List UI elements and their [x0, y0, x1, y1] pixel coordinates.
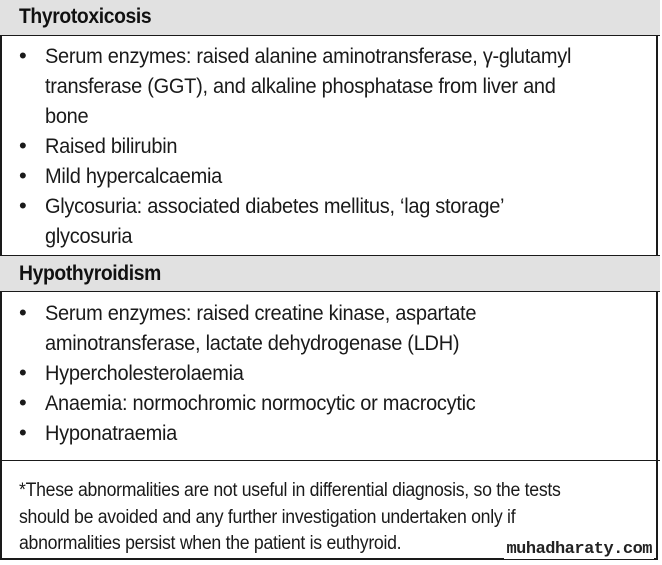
list-item-text	[45, 191, 640, 251]
section-title: Hypothyroidism	[19, 262, 161, 285]
bullet-icon: •	[19, 193, 27, 218]
list-item-text-line: Serum enzymes: raised alanine aminotransferase, γ-glutamyl	[45, 44, 572, 68]
list-item	[0, 161, 640, 191]
list-item	[0, 41, 640, 131]
list-item-text-line: Serum enzymes: raised creatine kinase, aspartate	[45, 301, 477, 325]
list-item-text: Anaemia: normochromic normocytic or macrocytic	[45, 391, 476, 415]
list-item	[0, 418, 640, 448]
list-item-text	[45, 298, 640, 358]
list-item	[0, 191, 640, 251]
list-item-text-line: Glycosuria: associated diabetes mellitus, ‘lag storage’	[45, 194, 505, 218]
bullet-icon: •	[19, 360, 27, 385]
section-header-hypothyroidism	[0, 255, 660, 292]
footnote-line: should be avoided and any further investigation undertaken only if	[19, 506, 516, 528]
list-item	[0, 358, 640, 388]
bullet-icon: •	[19, 133, 27, 158]
bullet-icon: •	[19, 300, 27, 325]
hypothyroidism-list	[0, 298, 640, 448]
list-item	[0, 388, 640, 418]
list-item-text-line: glycosuria	[45, 224, 133, 248]
bullet-icon: •	[19, 163, 27, 188]
watermark: muhadharaty.com	[506, 540, 652, 559]
footnote-divider	[0, 460, 660, 461]
list-item-text: Hyponatraemia	[45, 421, 177, 445]
section-header-thyrotoxicosis	[0, 0, 660, 36]
list-item-text: Raised bilirubin	[45, 134, 178, 158]
thyrotoxicosis-list	[0, 41, 640, 251]
footnote-line: *These abnormalities are not useful in differential diagnosis, so the tests	[19, 480, 561, 501]
list-item-text	[45, 41, 640, 131]
bullet-icon: •	[19, 420, 27, 445]
bullet-icon: •	[19, 43, 27, 68]
list-item	[0, 131, 640, 161]
bullet-icon: •	[19, 390, 27, 415]
list-item-text: Mild hypercalcaemia	[45, 164, 222, 188]
list-item-text-line: aminotransferase, lactate dehydrogenase (LDH)	[45, 331, 460, 355]
list-item-text: Hypercholesterolaemia	[45, 361, 244, 385]
list-item	[0, 298, 640, 358]
section-title: Thyrotoxicosis	[19, 5, 152, 28]
list-item-text-line: transferase (GGT), and alkaline phosphatase from liver and	[45, 74, 556, 98]
list-item-text-line: bone	[45, 104, 89, 128]
footnote-line: abnormalities persist when the patient is euthyroid.	[19, 533, 402, 554]
